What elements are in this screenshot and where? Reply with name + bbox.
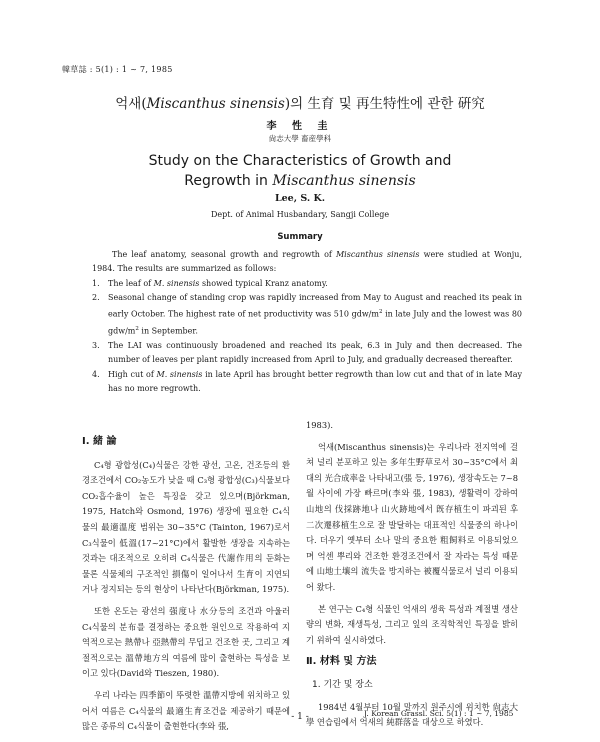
english-title-line2 [0,171,600,191]
summary-item-species: M. sinensis [153,278,200,288]
summary-item-mid: in late July and the lowest was 80 gdw/m [108,309,523,336]
body-paragraph: C₄형 광합성(C₄)식물은 강한 광선, 고온, 건조등의 환경조건에서 CO₂농도가 낮을 때 C₃형 광합성(C₃)식물보다 CO₂흡수율이 높은 특징을 갖고 있으며(Björkman, 1975, Hatch와 Osmond, 1976) 생장에 필요한 C₄식물의 最適溫度 범위는 30~35°C (Tainton, 1967)로서 C₃식물이 低溫(17~21°C)에서 활발한 생장을 지속하는 것과는 대조적으로 오히려 C₄식물은 代謝作用의 둔화는 물론 식물체의 구조적인 損傷이 일어나서 生育이 지연되거나 정지되는 등의 현상이 나타난다(Björkman, 1975). [82,459,290,595]
summary-item-post: showed typical Kranz anatomy. [199,278,328,288]
summary-item [92,291,522,339]
summary-item-text [108,291,522,339]
body-paragraph: 우리 나라는 四季節이 뚜렷한 溫帶지방에 위치하고 있어서 여름은 C₄식물의 最適生育조건을 제공하기 때문에 많은 종류의 C₄식물이 출현한다(李와 張, [82,689,290,732]
english-title-species: Miscanthus sinensis [272,173,416,189]
english-title-line1: Study on the Characteristics of Growth and [148,153,452,169]
summary-heading: Summary [277,232,323,242]
korean-author: 李 性 圭 [266,121,334,132]
subsection-heading-period-place: 1. 기간 및 장소 [312,679,373,690]
right-column [306,418,518,737]
superscript: 2 [135,326,139,333]
summary-item-pre: The leaf of [108,278,154,288]
summary-item-species: M. sinensis [156,369,203,379]
korean-title-suffix: )의 生育 및 再生特性에 관한 硏究 [284,96,485,112]
page-number: - 1 - [291,712,309,722]
summary-item-pre: Seasonal change of standing crop was rapidly increased from May to August and reached its peak in early October. The highest rate of net productivity was 510 gdw/m [108,292,522,319]
summary-item-text [108,339,522,368]
summary-body [92,248,522,396]
korean-title-prefix: 억새( [115,96,147,112]
summary-item-post: in September. [138,326,198,336]
summary-intro-species: Miscanthus sinensis [335,250,420,259]
english-affiliation: Dept. of Animal Husbandary, Sangji College [210,210,390,219]
summary-intro [92,248,522,277]
section-heading-materials-methods: Ⅱ. 材料 및 方法 [306,656,377,668]
summary-item-post: in late April has brought better regrowth than low cut and that of in late May has no more regrowth. [108,369,523,393]
english-title-line2-prefix: Regrowth in [184,173,273,189]
summary-item [92,277,522,291]
summary-item [92,339,522,368]
superscript: 2 [378,309,383,316]
section-heading-introduction: Ⅰ. 緒 論 [82,436,117,447]
body-paragraph: 억새(Miscanthus sinensis)는 우리나라 전지역에 걸쳐 널리 분포하고 있는 多年生野草로서 30~35°C에서 최대의 光合成率을 나타내고(張 등, 1976), 생장속도는 7~8월 사이에 가장 빠르며(李와 張, 1983), 생활력이 강하여 山地의 伐採跡地나 山火跡地에서 旣存植生이 파괴된 후 二次遷移植生으로 잘 발달하는 대표적인 식물중의 하나이다. 더우기 옛부터 소나 말의 중요한 粗飼料로 이용되었으며 억센 뿌리와 건조한 환경조건에서 잘 자라는 특성 때문에 山地土壤의 流失을 방지하는 被覆식물로서 널리 이용되어 왔다. [306,441,518,592]
summary-intro-pre: The leaf anatomy, seasonal growth and regrowth of [112,250,336,259]
summary-item [92,368,522,397]
summary-item-number: 2. [92,292,100,302]
english-title [0,151,600,191]
body-paragraph: 1984년 4월부터 10월 말까지 원주시에 위치한 尙志大學 연습림에서 억새의 純群落을 대상으로 하였다. [306,701,518,728]
english-author: Lee, S. K. [274,193,326,204]
body-paragraph: 또한 온도는 광선의 强度나 水分등의 조건과 아울러 C₄식물의 분布를 결정하는 중요한 원인으로 작용하여 지역적으로는 熱帶나 亞熱帶의 무덥고 건조한 곳, 그리고 계절적으로는 溫帶地方의 여름에 많이 출현하는 특성을 보이고 있다(David와 Tieszen, 1980). [82,605,290,679]
body-paragraph: 본 연구는 C₄형 식물인 억새의 생육 특성과 계절별 생산량의 변화, 재생특성, 그리고 잎의 조직학적인 특징을 밝히기 위하여 실시하였다. [306,603,518,645]
body-paragraph-continued: 1983). [306,420,333,430]
left-column [82,430,290,741]
summary-item-pre: The LAI was continuously broadened and reached its peak, 6.3 in July and then decreased. The number of leaves per plant rapidly increased from April to July, and gradually decreased thereafter. [108,341,522,365]
summary-item-text [108,368,522,397]
summary-list [92,277,522,397]
footer-journal-reference: J. Korean Grassl. Sci. 5(1) : 1 ~ 7, 1985 [364,709,514,718]
summary-item-number: 4. [92,369,100,379]
summary-intro-post: were studied at Wonju, 1984. The results are summarized as follows: [92,250,522,274]
summary-item-pre: High cut of [108,369,157,379]
korean-title-species: Miscanthus sinensis [146,96,285,112]
korean-title [0,92,600,112]
summary-item-number: 1. [92,278,100,288]
korean-affiliation: 尙志大學 畜産學科 [268,134,332,143]
journal-header-reference: 韓草誌 : 5(1) : 1 ~ 7, 1985 [62,65,173,74]
summary-item-number: 3. [92,341,100,351]
summary-item-text [108,277,522,291]
